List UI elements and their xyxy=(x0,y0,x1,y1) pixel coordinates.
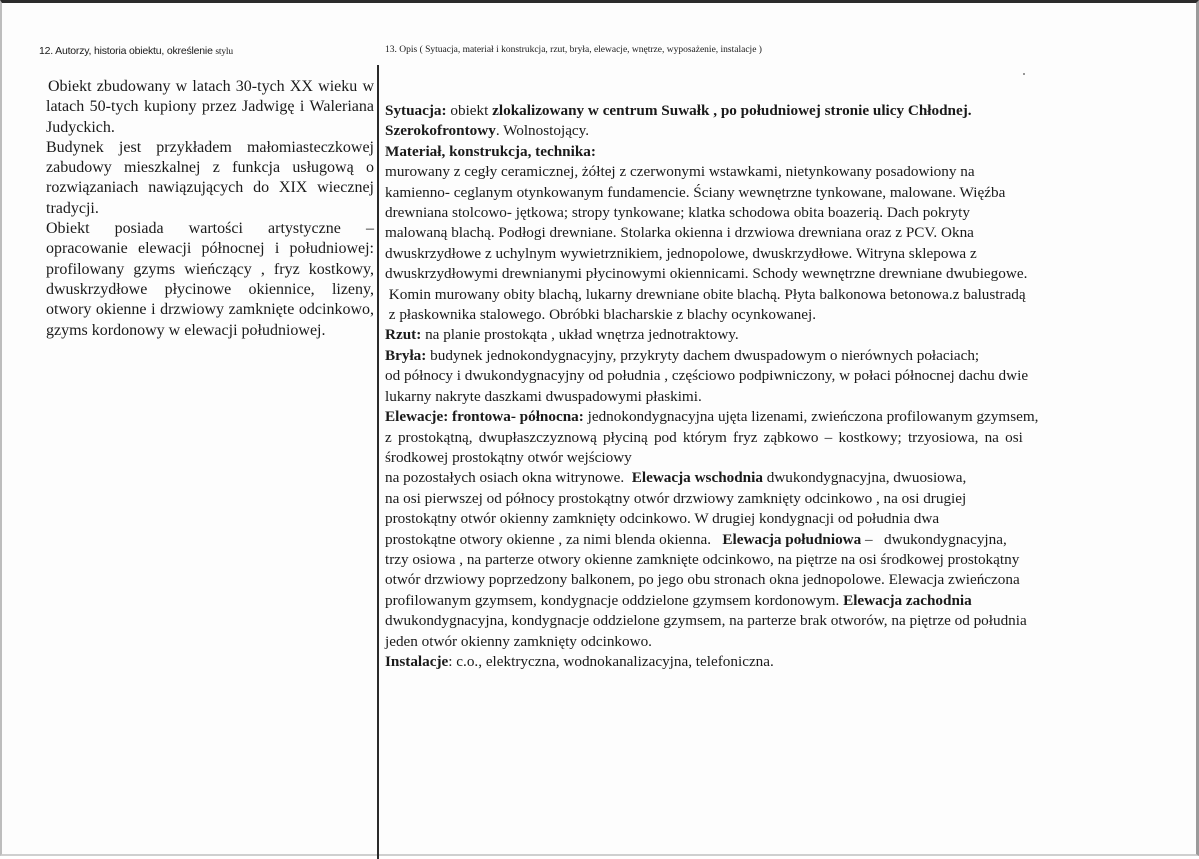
material-line: malowaną blachą. Podłogi drewniane. Stolarka okienna i drzwiowa drewniana oraz z PCV. Okna xyxy=(385,224,974,242)
material-heading xyxy=(385,142,1155,162)
elewacje-text-4b: dwukondygnacyjna, dwuosiowa, xyxy=(762,469,967,487)
section-13-header: 13. Opis ( Sytuacja, materiał i konstrukcja, rzut, bryła, elewacje, wnętrze, wyposażenie, instalacje ) xyxy=(385,45,762,55)
elewacje-line-4 xyxy=(385,468,1155,488)
bryla-line-3: lukarny nakryte daszkami dwuspadowymi płaskimi. xyxy=(385,387,702,405)
column-divider xyxy=(377,65,379,859)
bryla-text-1: budynek jednokondygnacyjny, przykryty dachem dwuspadowym o nierównych połaciach; xyxy=(426,346,980,364)
rzut-text: na planie prostokąta , układ wnętrza jednotraktowy. xyxy=(421,326,739,344)
instalacje-text: : c.o., elektryczna, wodnokanalizacyjna, telefoniczna. xyxy=(448,652,774,670)
sytuacja-line-1 xyxy=(385,101,1155,121)
elewacja-poludniowa-label: Elewacja południowa xyxy=(722,530,862,548)
history-paragraph-1: Obiekt zbudowany w latach 30-tych XX wieku w latach 50-tych kupiony przez Jadwigę i Waleriana Judyckich. xyxy=(46,78,374,136)
material-line: z płaskownika stalowego. Obróbki blacharskie z blachy ocynkowanej. xyxy=(385,306,817,324)
bryla-line-1 xyxy=(385,346,1155,366)
material-line: dwuskrzydłowe z uchylnym wywietrznikiem, jednopolowe, dwuskrzydłowe. Witryna sklepowa z xyxy=(385,244,977,262)
scan-speck xyxy=(1023,73,1025,75)
elewacja-wschodnia-label: Elewacja wschodnia xyxy=(631,469,763,487)
elewacje-line-8: trzy osiowa , na parterze otwory okienne zamknięte odcinkowo, na piętrze na osi środkowej prostokątny xyxy=(385,550,1020,568)
section-12-header-text: 12. Autorzy, historia obiektu, określenie xyxy=(39,45,216,57)
elewacja-zachodnia-label: Elewacja zachodnia xyxy=(843,591,972,609)
material-line: murowany z cegły ceramicznej, żółtej z czerwonymi wstawkami, nietynkowany posadowiony na xyxy=(385,163,975,181)
history-paragraph-2: Budynek jest przykładem małomiasteczkowej zabudowy mieszkalnej z funkcja usługową o rozwiązaniach nawiązujących do XIX wiecznej tradycji. xyxy=(46,138,374,217)
elewacje-text-10a: profilowanym gzymsem, kondygnacje oddzielone gzymsem kordonowym. xyxy=(385,591,844,609)
elewacje-line-9: otwór drzwiowy poprzedzony balkonem, po jego obu stronach okna jednopolowe. Elewacja zwieńczona xyxy=(385,571,1020,589)
rzut-line xyxy=(385,325,1155,345)
sytuacja-label: Sytuacja: xyxy=(385,102,447,119)
elewacje-line-1 xyxy=(385,407,1155,427)
rzut-label: Rzut: xyxy=(385,326,422,344)
material-label: Materiał, konstrukcja, technika: xyxy=(385,142,596,160)
material-line: Komin murowany obity blachą, lukarny drewniane obite blachą. Płyta balkonowa betonowa.z balustradą xyxy=(385,285,1026,303)
bryla-line-2: od północy i dwukondygnacyjny od południa , częściowo podpiwniczony, w połaci północnej dachu dwie xyxy=(385,367,1029,385)
history-paragraph-3: Obiekt posiada wartości artystyczne – opracowanie elewacji północnej i południowej: profilowany gzyms wieńczący , fryz kostkowy, dwuskrzydłowe płycinowe okiennice, lizeny, otwory okienne i drzwiowy zamknięte odcinkowo, gzyms kordonowy w elewacji południowej. xyxy=(46,220,374,339)
sytuacja-type: Szerokofrontowy xyxy=(385,122,496,140)
elewacje-line-5: na osi pierwszej od północy prostokątny otwór drzwiowy zamknięty odcinkowo , na osi drugiej xyxy=(385,489,967,507)
elewacje-text-1: jednokondygnacyjna ujęta lizenami, zwieńczona profilowanym gzymsem, xyxy=(583,408,1039,426)
sytuacja-type-rest: . Wolnostojący. xyxy=(495,122,590,140)
instalacje-label: Instalacje xyxy=(385,652,449,670)
instalacje-line xyxy=(385,652,1155,672)
elewacje-text-7a: prostokątne otwory okienne , za nimi blenda okienna. xyxy=(385,530,723,548)
elewacje-line-3: środkowej prostokątny otwór wejściowy xyxy=(385,448,632,466)
elewacje-label: Elewacje: frontowa- północna: xyxy=(385,408,584,426)
elewacje-line-6: prostokątny otwór okienny zamknięty odcinkowo. W drugiej kondygnacji od południa dwa xyxy=(385,510,940,528)
bryla-label: Bryła: xyxy=(385,346,427,364)
section-13-body xyxy=(385,101,1155,672)
elewacje-line-2: z prostokątną, dwupłaszczyznową płyciną pod którym fryz ząbkowo – kostkowy; trzyosiowa, na osi xyxy=(385,428,1023,446)
material-line: dwuskrzydłowymi drewnianymi płycinowymi okiennicami. Schody wewnętrzne drewniane dwubiegowe. xyxy=(385,265,1028,283)
elewacje-line-11: dwukondygnacyjna, kondygnacje oddzielone gzymsem, na parterze brak otworów, na piętrze od południa xyxy=(385,612,1027,630)
sytuacja-text: obiekt xyxy=(446,102,493,119)
material-line: drewniana stolcowo- jętkowa; stropy tynkowane; klatka schodowa obita boazerią. Dach pokryty xyxy=(385,204,970,222)
elewacje-text-7b: – dwukondygnacyjna, xyxy=(861,530,1007,548)
section-12-header-suffix: stylu xyxy=(215,47,233,57)
section-12-header xyxy=(39,45,233,57)
elewacje-text-4a: na pozostałych osiach okna witrynowe. xyxy=(385,469,632,487)
material-line: kamienno- ceglanym otynkowanym fundamencie. Ściany wewnętrzne tynkowane, malowane. Więźba xyxy=(385,183,1006,201)
section-12-body xyxy=(46,77,374,341)
elewacje-line-7 xyxy=(385,530,1155,550)
elewacje-line-12: jeden otwór okienny zamknięty odcinkowo. xyxy=(385,632,652,650)
elewacje-line-10 xyxy=(385,591,1155,611)
sytuacja-location: zlokalizowany w centrum Suwałk , po południowej stronie ulicy Chłodnej. xyxy=(492,102,972,119)
sytuacja-line-2 xyxy=(385,121,1155,141)
